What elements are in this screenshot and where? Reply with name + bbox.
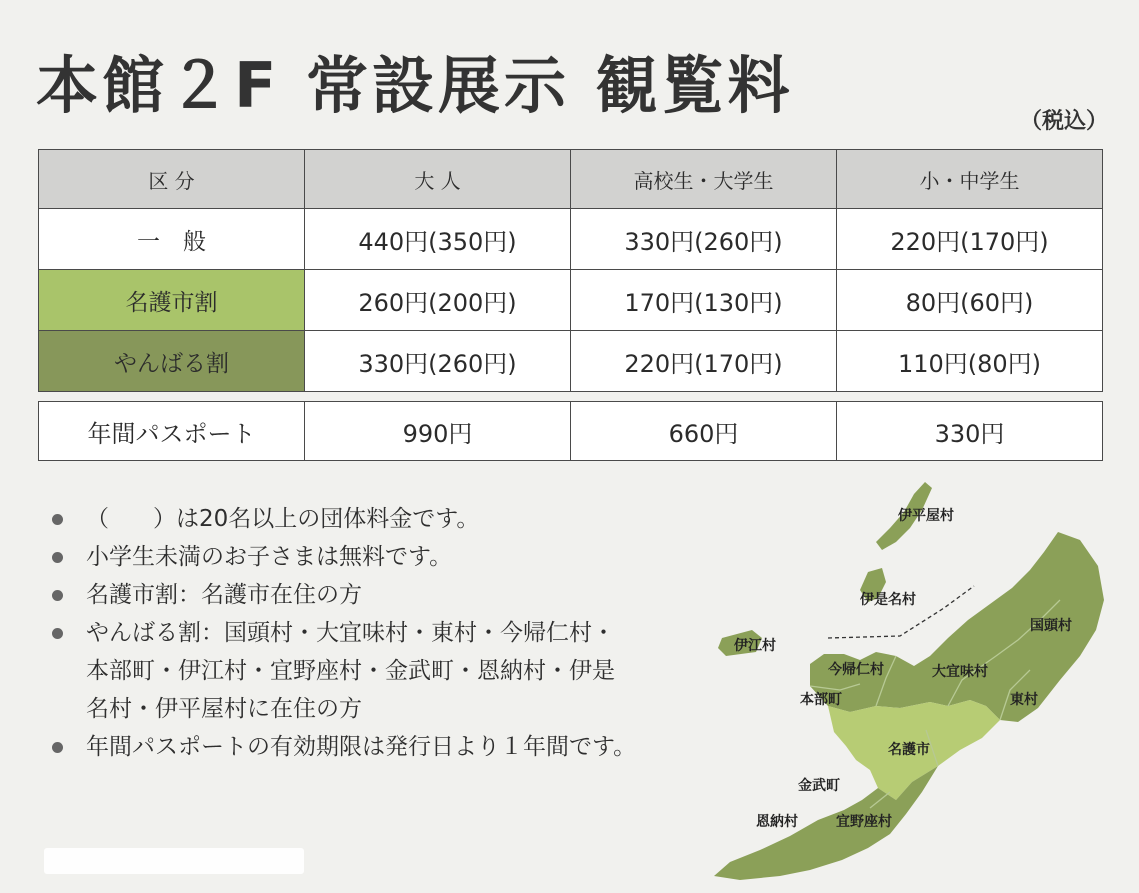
note-text: 本部町・伊江村・宜野座村・金武町・恩納村・伊是 xyxy=(86,658,615,684)
map-label-nakijin: 今帰仁村 xyxy=(828,662,884,678)
table-row xyxy=(39,209,1103,270)
annual-pass-table xyxy=(38,401,1103,461)
note-text: ）は20名以上の団体料金です。 xyxy=(153,506,480,532)
list-item xyxy=(52,576,692,614)
map-label-kin: 金武町 xyxy=(798,778,840,794)
map-label-kunigami: 国頭村 xyxy=(1030,618,1072,634)
bullet-icon xyxy=(52,514,63,525)
table-row xyxy=(39,402,1103,461)
price-cell: 260円(200円) xyxy=(305,270,571,331)
note-text: 名村・伊平屋村に在住の方 xyxy=(86,696,362,722)
map-label-ogimi: 大宜味村 xyxy=(932,664,988,680)
row-category-annual-pass: 年間パスポート xyxy=(39,402,305,461)
list-item xyxy=(52,614,692,728)
page-title: 本館２F 常設展示 観覧料 xyxy=(36,49,794,122)
price-cell: 170円(130円) xyxy=(571,270,837,331)
bullet-icon xyxy=(52,742,63,753)
bullet-icon xyxy=(52,590,63,601)
bullet-icon xyxy=(52,552,63,563)
map-label-iheya: 伊平屋村 xyxy=(898,508,954,524)
header-student: 高校生・大学生 xyxy=(571,150,837,209)
list-item xyxy=(52,538,692,576)
price-cell: 330円(260円) xyxy=(305,331,571,392)
price-cell: 80円(60円) xyxy=(837,270,1103,331)
price-cell: 330円(260円) xyxy=(571,209,837,270)
list-item xyxy=(52,500,692,538)
map-label-onna: 恩納村 xyxy=(756,814,798,830)
price-cell: 660円 xyxy=(571,402,837,461)
note-text: 小学生未満のお子さまは無料です。 xyxy=(86,544,453,570)
price-cell: 330円 xyxy=(837,402,1103,461)
row-category-general: 一 般 xyxy=(39,209,305,270)
bullet-icon xyxy=(52,628,63,639)
fee-table xyxy=(38,149,1103,392)
tax-note: （税込） xyxy=(1020,109,1109,134)
header-child: 小・中学生 xyxy=(837,150,1103,209)
note-text: 年間パスポートの有効期限は発行日より１年間です。 xyxy=(86,734,637,760)
price-cell: 440円(350円) xyxy=(305,209,571,270)
map-label-ginoza: 宜野座村 xyxy=(836,814,892,830)
map-label-izena: 伊是名村 xyxy=(860,592,916,608)
redacted-strip xyxy=(44,848,304,874)
price-cell: 110円(80円) xyxy=(837,331,1103,392)
price-cell: 220円(170円) xyxy=(837,209,1103,270)
map-label-motobu: 本部町 xyxy=(800,692,842,708)
map-label-nago: 名護市 xyxy=(888,742,930,758)
header-adult: 大 人 xyxy=(305,150,571,209)
note-text: やんばる割：国頭村・大宜味村・東村・今帰仁村・ xyxy=(86,620,615,646)
header-category: 区 分 xyxy=(39,150,305,209)
northern-okinawa-map xyxy=(700,470,1120,880)
map-label-higashi: 東村 xyxy=(1010,692,1038,708)
row-category-yanbaru: やんばる割 xyxy=(39,331,305,392)
table-row xyxy=(39,270,1103,331)
fee-table-header-row xyxy=(39,150,1103,209)
note-text: （ xyxy=(86,506,109,532)
price-cell: 990円 xyxy=(305,402,571,461)
note-text: 名護市割：名護市在住の方 xyxy=(86,582,362,608)
row-category-nago: 名護市割 xyxy=(39,270,305,331)
table-row xyxy=(39,331,1103,392)
map-label-ie: 伊江村 xyxy=(734,638,776,654)
notes-list xyxy=(52,500,692,766)
list-item xyxy=(52,728,692,766)
price-cell: 220円(170円) xyxy=(571,331,837,392)
